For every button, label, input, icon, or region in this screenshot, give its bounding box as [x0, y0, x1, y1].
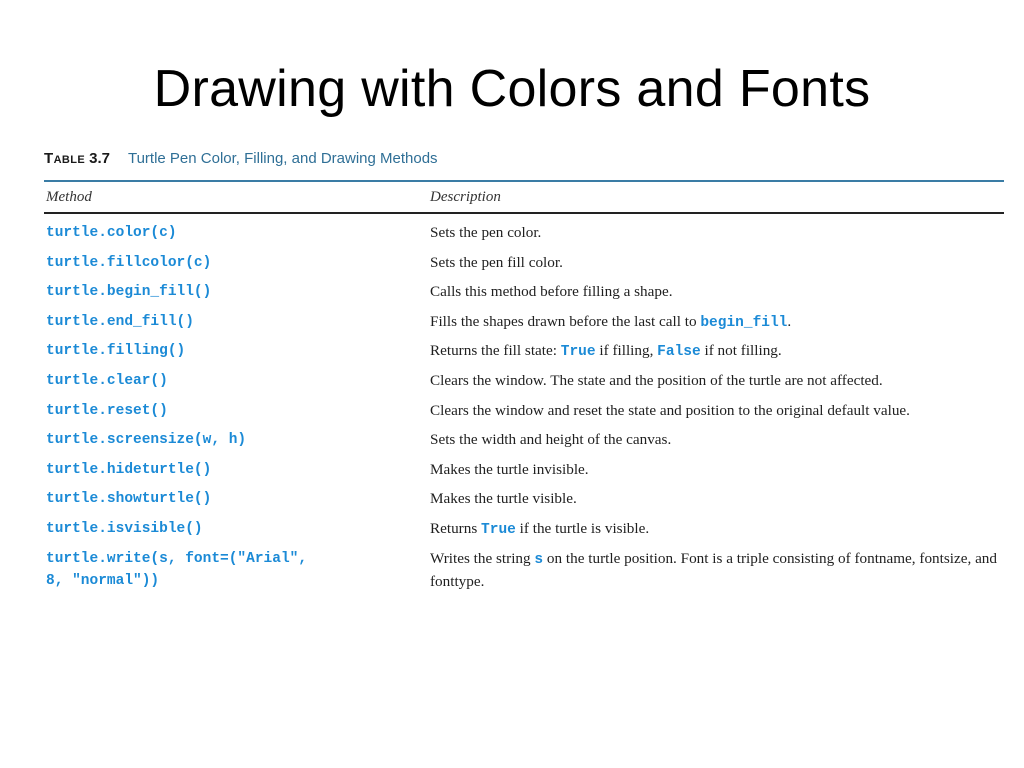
table-row [44, 252, 1004, 282]
method-description: Returns the fill state: True if filling, False if not filling. [430, 342, 782, 361]
method-description: Sets the width and height of the canvas. [430, 431, 672, 449]
table-row [44, 488, 1004, 518]
method-description: Clears the window. The state and the position of the turtle are not affected. [430, 371, 883, 389]
table-row [44, 370, 1004, 400]
method-description: Makes the turtle invisible. [430, 460, 589, 478]
method-name: turtle.end_fill() [46, 313, 194, 330]
table-caption [44, 148, 1004, 180]
method-name: turtle.screensize(w, h) [46, 432, 247, 449]
method-description: Returns True if the turtle is visible. [430, 519, 650, 538]
methods-table [44, 148, 1004, 596]
method-name: turtle.hideturtle() [46, 461, 212, 478]
method-name: turtle.color(c) [46, 225, 177, 241]
method-description: Calls this method before filling a shape. [430, 283, 673, 301]
table-body [44, 214, 1004, 596]
method-name: turtle.reset() [46, 402, 168, 419]
table-row [44, 222, 1004, 252]
method-name: turtle.write(s, font=("Arial", 8, "normal")) [46, 550, 308, 589]
method-name: turtle.begin_fill() [46, 284, 212, 301]
method-name: turtle.isvisible() [46, 520, 203, 537]
method-description: Writes the string s on the turtle position. Font is a triple consisting of fontname, fontsize, and fonttype. [430, 549, 997, 590]
method-description: Makes the turtle visible. [430, 490, 577, 508]
method-column-header: Method [46, 188, 92, 205]
method-description: Sets the pen fill color. [430, 253, 563, 271]
table-header-row [44, 182, 1004, 212]
inline-code: True [560, 344, 596, 361]
description-column-header: Description [430, 188, 501, 205]
table-row [44, 459, 1004, 489]
table-row [44, 429, 1004, 459]
inline-code: begin_fill [700, 314, 788, 331]
method-description: Fills the shapes drawn before the last call to begin_fill. [430, 312, 792, 331]
inline-code: False [657, 344, 701, 361]
method-name: turtle.fillcolor(c) [46, 254, 212, 271]
table-caption-text: Turtle Pen Color, Filling, and Drawing Methods [127, 150, 438, 167]
method-description: Sets the pen color. [430, 224, 542, 241]
table-row [44, 518, 1004, 548]
slide-title: Drawing with Colors and Fonts [153, 60, 871, 118]
table-row [44, 340, 1004, 370]
table-row [44, 281, 1004, 311]
table-row [44, 400, 1004, 430]
table-caption-label: Table [44, 150, 86, 167]
table-row [44, 311, 1004, 341]
table-row [44, 548, 1004, 596]
method-description: Clears the window and reset the state and position to the original default value. [430, 401, 910, 419]
table-caption-number: 3.7 [89, 150, 110, 167]
method-name: turtle.showturtle() [46, 491, 212, 508]
method-name: turtle.clear() [46, 372, 168, 389]
inline-code: s [534, 551, 544, 568]
method-name: turtle.filling() [46, 343, 186, 360]
inline-code: True [481, 521, 516, 538]
